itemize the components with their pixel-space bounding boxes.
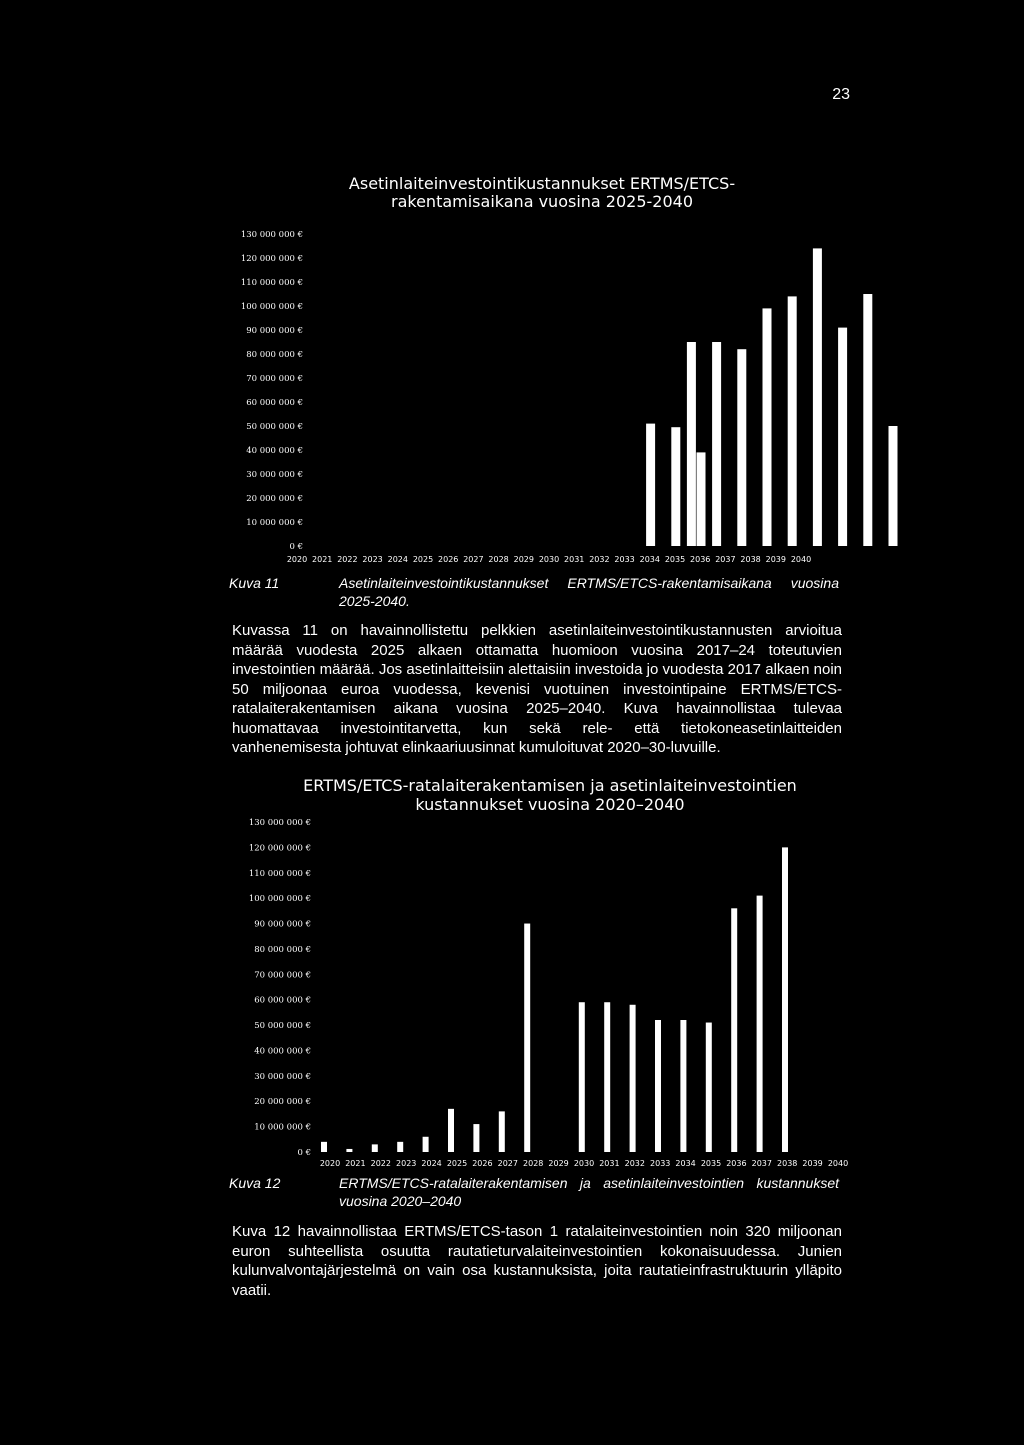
y-tick-label: 40 000 000 € bbox=[246, 446, 303, 456]
x-tick-label: 2023 bbox=[362, 555, 383, 564]
y-tick-label: 20 000 000 € bbox=[254, 1097, 311, 1108]
bar bbox=[788, 296, 797, 546]
bar bbox=[697, 452, 706, 546]
y-tick-label: 10 000 000 € bbox=[254, 1122, 311, 1133]
x-tick-label: 2034 bbox=[639, 555, 660, 564]
bar bbox=[737, 349, 746, 546]
x-tick-label: 2021 bbox=[312, 555, 333, 564]
bar bbox=[782, 847, 788, 1152]
bar bbox=[863, 294, 872, 546]
page-number: 23 bbox=[832, 86, 850, 103]
figure12-label: Kuva 12 bbox=[229, 1175, 281, 1191]
y-tick-label: 60 000 000 € bbox=[246, 398, 303, 408]
x-tick-label: 2028 bbox=[488, 555, 509, 564]
chart1-title-line1: Asetinlaiteinvestointikustannukset ERTMS/ETCS- bbox=[348, 174, 736, 193]
chart-asetinlaite-investments bbox=[0, 160, 1024, 580]
bar bbox=[604, 1002, 610, 1152]
x-tick-label: 2027 bbox=[463, 555, 484, 564]
body-paragraph-2: Kuva 12 havainnollistaa ERTMS/ETCS-tason 1 ratalaiteinvestointien noin 320 miljoonan euron suhteellista osuutta rautatieturvalaiteinvestointien kokonaisuudessa. Junien kulunvalvontajärjestelmä on vain osa kustannuksista, joita rautatieinfrastruktuurin ylläpito vaatii. bbox=[232, 1223, 842, 1299]
bar bbox=[763, 308, 772, 546]
chart2-bars bbox=[321, 847, 788, 1152]
chart1-x-axis bbox=[287, 555, 811, 564]
x-tick-label: 2028 bbox=[523, 1159, 544, 1168]
x-tick-label: 2036 bbox=[726, 1159, 747, 1168]
y-tick-label: 20 000 000 € bbox=[246, 494, 303, 504]
x-tick-label: 2022 bbox=[337, 555, 358, 564]
figure11-label: Kuva 11 bbox=[229, 575, 280, 591]
y-tick-label: 30 000 000 € bbox=[254, 1071, 311, 1082]
x-tick-label: 2030 bbox=[538, 555, 560, 564]
bar bbox=[731, 908, 737, 1152]
bar bbox=[372, 1144, 378, 1152]
y-tick-label: 120 000 000 € bbox=[248, 843, 311, 854]
y-tick-label: 80 000 000 € bbox=[246, 350, 303, 360]
y-tick-label: 90 000 000 € bbox=[254, 919, 311, 930]
figure11-caption-text: Asetinlaiteinvestointikustannukset ERTMS/ETCS-rakentamisaikana vuosina 2025-2040. bbox=[339, 575, 839, 609]
x-tick-label: 2029 bbox=[513, 555, 534, 564]
x-tick-label: 2024 bbox=[387, 555, 408, 564]
bar bbox=[473, 1124, 479, 1152]
x-tick-label: 2024 bbox=[421, 1159, 442, 1168]
y-tick-label: 0 € bbox=[297, 1148, 311, 1158]
x-tick-label: 2040 bbox=[790, 555, 812, 564]
chart2-title-line2: kustannukset vuosina 2020–2040 bbox=[415, 795, 685, 814]
x-tick-label: 2034 bbox=[675, 1159, 696, 1168]
x-tick-label: 2032 bbox=[624, 1159, 645, 1168]
x-tick-label: 2035 bbox=[700, 1159, 722, 1168]
bar bbox=[757, 896, 763, 1152]
figure11-caption bbox=[229, 574, 841, 614]
y-tick-label: 110 000 000 € bbox=[248, 868, 311, 879]
chart1-title-line2: rakentamisaikana vuosina 2025-2040 bbox=[391, 192, 693, 211]
bar bbox=[646, 424, 655, 546]
x-tick-label: 2040 bbox=[827, 1159, 849, 1168]
bar bbox=[423, 1137, 429, 1152]
x-tick-label: 2026 bbox=[472, 1159, 493, 1168]
bar bbox=[524, 924, 530, 1152]
x-tick-label: 2020 bbox=[286, 555, 308, 564]
chart2-x-axis bbox=[320, 1159, 848, 1168]
x-tick-label: 2029 bbox=[548, 1159, 569, 1168]
x-tick-label: 2025 bbox=[412, 555, 434, 564]
y-tick-label: 0 € bbox=[289, 542, 303, 552]
y-tick-label: 70 000 000 € bbox=[246, 374, 303, 384]
y-tick-label: 10 000 000 € bbox=[246, 518, 303, 528]
y-tick-label: 110 000 000 € bbox=[240, 278, 303, 288]
x-tick-label: 2033 bbox=[650, 1159, 671, 1168]
chart1-bars bbox=[646, 248, 897, 546]
bar bbox=[813, 248, 822, 546]
y-tick-label: 80 000 000 € bbox=[254, 944, 311, 955]
bar bbox=[671, 427, 680, 546]
y-tick-label: 40 000 000 € bbox=[254, 1046, 311, 1057]
x-tick-label: 2038 bbox=[777, 1159, 798, 1168]
y-tick-label: 100 000 000 € bbox=[240, 302, 303, 312]
figure12-caption bbox=[229, 1174, 849, 1214]
x-tick-label: 2022 bbox=[370, 1159, 391, 1168]
x-tick-label: 2023 bbox=[396, 1159, 417, 1168]
x-tick-label: 2026 bbox=[438, 555, 459, 564]
bar bbox=[630, 1005, 636, 1152]
bar bbox=[712, 342, 721, 546]
chart2-title-line1: ERTMS/ETCS-ratalaiterakentamisen ja asetinlaiteinvestointien bbox=[303, 776, 797, 795]
bar bbox=[687, 342, 696, 546]
bar bbox=[397, 1142, 403, 1152]
x-tick-label: 2031 bbox=[564, 555, 585, 564]
bar bbox=[680, 1020, 686, 1152]
body-paragraph-1: Kuvassa 11 on havainnollistettu pelkkien asetinlaiteinvestointikustannusten arvioitua määrää vuodesta 2025 alkaen ottamatta huomioon vuosina 2017–24 toteutuvien investointien määrää. Jos asetinlaitteisiin alettaisiin investoida jo vuodesta 2017 alkaen noin 50 miljoonaa euroa vuodessa, kevenisi vuotuinen investointipaine ERTMS/ETCS-ratalaiterakentamisen aikana vuosina 2025–2040. Kuva havainnollistaa tulevaa huomattavaa investointitarvetta, kun sekä rele- että tietokoneasetinlaitteiden vanhenemisesta johtuvat elinkaariuusinnat kumuloituvat 2020–30-luvuille. bbox=[232, 622, 842, 756]
x-tick-label: 2037 bbox=[751, 1159, 772, 1168]
chart2-y-axis bbox=[249, 818, 311, 1158]
bar bbox=[448, 1109, 454, 1152]
bar bbox=[579, 1002, 585, 1152]
y-tick-label: 70 000 000 € bbox=[254, 970, 311, 981]
bar bbox=[838, 328, 847, 546]
chart1-y-axis bbox=[241, 230, 303, 552]
bar bbox=[499, 1111, 505, 1152]
bar bbox=[346, 1149, 352, 1152]
y-tick-label: 100 000 000 € bbox=[248, 894, 311, 905]
bar bbox=[706, 1023, 712, 1152]
x-tick-label: 2032 bbox=[589, 555, 610, 564]
bar bbox=[321, 1142, 327, 1152]
x-tick-label: 2030 bbox=[573, 1159, 595, 1168]
bar bbox=[889, 426, 898, 546]
x-tick-label: 2037 bbox=[715, 555, 736, 564]
y-tick-label: 60 000 000 € bbox=[254, 995, 311, 1006]
figure12-caption-text: ERTMS/ETCS-ratalaiterakentamisen ja asetinlaiteinvestointien kustannukset vuosina 2020–2040 bbox=[339, 1175, 839, 1209]
y-tick-label: 120 000 000 € bbox=[240, 254, 303, 264]
x-tick-label: 2039 bbox=[765, 555, 786, 564]
x-tick-label: 2036 bbox=[690, 555, 711, 564]
x-tick-label: 2035 bbox=[664, 555, 686, 564]
chart-ertms-and-asetinlaite-costs bbox=[0, 760, 1024, 1180]
y-tick-label: 50 000 000 € bbox=[254, 1021, 311, 1032]
x-tick-label: 2027 bbox=[497, 1159, 518, 1168]
y-tick-label: 30 000 000 € bbox=[246, 470, 303, 480]
x-tick-label: 2039 bbox=[802, 1159, 823, 1168]
y-tick-label: 130 000 000 € bbox=[248, 818, 311, 828]
x-tick-label: 2020 bbox=[319, 1159, 341, 1168]
y-tick-label: 130 000 000 € bbox=[240, 230, 303, 240]
x-tick-label: 2038 bbox=[740, 555, 761, 564]
y-tick-label: 50 000 000 € bbox=[246, 422, 303, 432]
x-tick-label: 2033 bbox=[614, 555, 635, 564]
bar bbox=[655, 1020, 661, 1152]
y-tick-label: 90 000 000 € bbox=[246, 326, 303, 336]
x-tick-label: 2025 bbox=[446, 1159, 468, 1168]
x-tick-label: 2031 bbox=[599, 1159, 620, 1168]
x-tick-label: 2021 bbox=[345, 1159, 366, 1168]
